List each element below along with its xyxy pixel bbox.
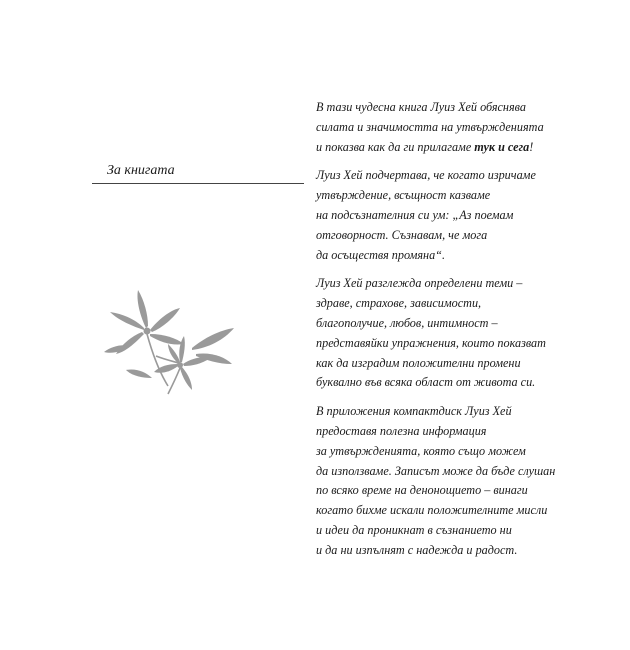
text-line xyxy=(316,481,606,501)
text-line xyxy=(316,166,606,186)
text-line xyxy=(316,373,606,393)
text-line xyxy=(316,442,606,462)
text-segment: здраве, страхове, зависимости, xyxy=(316,296,482,311)
text-line xyxy=(316,314,606,334)
paragraph xyxy=(316,98,606,157)
text-segment: Луиз Хей разглежда определени теми – xyxy=(316,276,523,291)
text-line xyxy=(316,501,606,521)
text-line xyxy=(316,206,606,226)
text-line xyxy=(316,422,606,442)
text-line xyxy=(316,226,606,246)
text-segment: когато бихме искали положителните мисли xyxy=(316,503,548,518)
text-segment: и идеи да проникнат в съзнанието ни xyxy=(316,522,512,537)
text-segment: отговорност. Съзнавам, че мога xyxy=(316,227,488,242)
text-segment: за утвържденията, която също можем xyxy=(316,443,526,458)
paragraph xyxy=(316,274,606,393)
text-segment: и да ни изпълнят с надежда и радост. xyxy=(316,542,518,557)
text-line xyxy=(316,98,606,118)
text-segment: да използваме. Записът може да бъде слушан xyxy=(316,463,556,478)
paragraph xyxy=(316,402,606,560)
text-line xyxy=(316,334,606,354)
text-line xyxy=(316,521,606,541)
section-title: За книгата xyxy=(107,163,175,178)
flower-ornament-icon xyxy=(96,286,236,398)
text-segment: ! xyxy=(529,139,534,154)
text-segment: В приложения компактдиск Луиз Хей xyxy=(316,404,512,419)
text-segment: В тази чудесна книга Луиз Хей обяснява xyxy=(316,100,526,114)
text-line xyxy=(316,294,606,314)
text-line xyxy=(316,186,606,206)
text-segment: предоставя полезна информация xyxy=(316,423,487,438)
text-segment: да осъществя промяна“. xyxy=(316,247,446,262)
paragraph xyxy=(316,166,606,265)
text-line xyxy=(316,402,606,422)
emphasis-text: тук и сега xyxy=(474,139,530,154)
text-line xyxy=(316,354,606,374)
text-line xyxy=(316,246,606,266)
text-segment: благополучие, любов, интимност – xyxy=(316,315,498,330)
text-segment: силата и значимостта на утвържденията xyxy=(316,119,544,134)
text-segment: и показва как да ги прилагаме xyxy=(316,139,475,154)
section-title-rule xyxy=(92,183,304,184)
text-line xyxy=(316,274,606,294)
text-segment: представяйки упражнения, които показват xyxy=(316,335,546,350)
text-segment: Луиз Хей подчертава, че когато изричаме xyxy=(316,168,536,183)
text-segment: как да изградим положителни промени xyxy=(316,355,521,370)
text-line xyxy=(316,118,606,138)
text-line xyxy=(316,138,606,158)
text-segment: буквално във всяка област от живота си. xyxy=(316,375,536,390)
text-line xyxy=(316,541,606,561)
book-description xyxy=(316,98,606,570)
text-segment: утвърждение, всъщност казваме xyxy=(316,188,491,203)
text-segment: по всяко време на денонощието – винаги xyxy=(316,483,528,498)
text-segment: на подсъзнателния си ум: „Аз поемам xyxy=(316,207,514,222)
text-line xyxy=(316,462,606,482)
